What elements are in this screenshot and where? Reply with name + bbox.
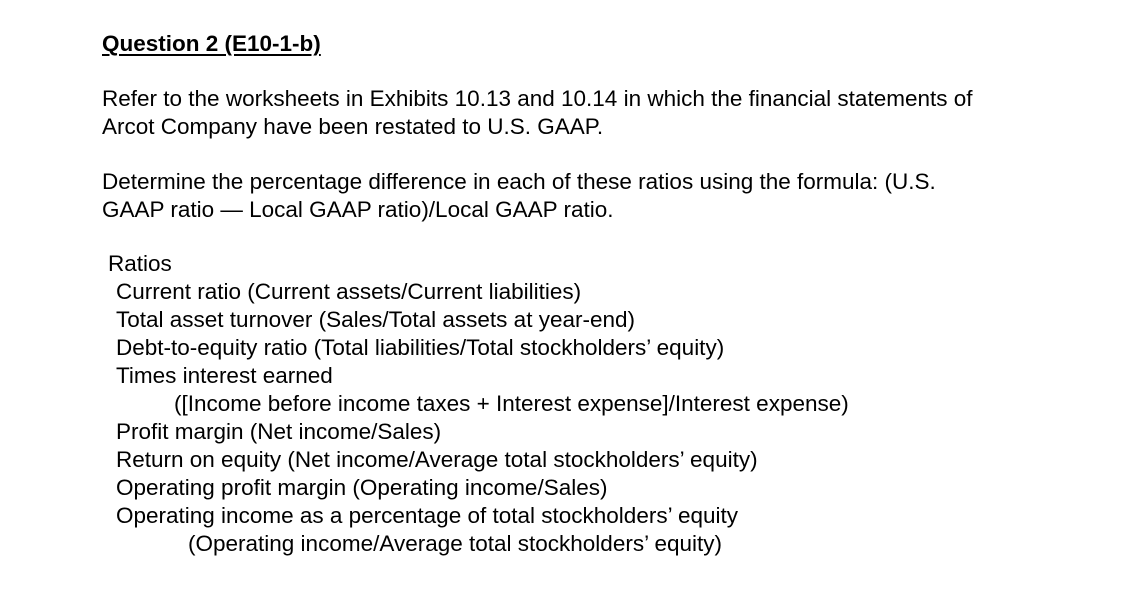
- ratio-times-interest-earned-formula: ([Income before income taxes + Interest expense]/Interest expense): [174, 391, 849, 416]
- ratio-times-interest-earned: Times interest earned: [116, 363, 333, 388]
- ratio-current-ratio: Current ratio (Current assets/Current liabilities): [116, 279, 582, 304]
- instruction-line-2: GAAP ratio — Local GAAP ratio)/Local GAAP ratio.: [102, 197, 614, 222]
- ratio-operating-income-pct-equity: Operating income as a percentage of total stockholders’ equity: [116, 503, 739, 528]
- ratio-operating-profit-margin: Operating profit margin (Operating income/Sales): [116, 475, 608, 500]
- question-title: Question 2 (E10-1-b): [102, 31, 321, 56]
- intro-line-2: Arcot Company have been restated to U.S. GAAP.: [102, 114, 604, 139]
- ratio-operating-income-pct-equity-formula: (Operating income/Average total stockholders’ equity): [188, 531, 723, 556]
- ratios-heading: Ratios: [108, 251, 172, 276]
- ratio-total-asset-turnover: Total asset turnover (Sales/Total assets at year-end): [116, 307, 635, 332]
- ratio-return-on-equity: Return on equity (Net income/Average total stockholders’ equity): [116, 447, 758, 472]
- intro-line-1: Refer to the worksheets in Exhibits 10.13 and 10.14 in which the financial statements of: [102, 86, 973, 111]
- ratio-debt-to-equity: Debt-to-equity ratio (Total liabilities/Total stockholders’ equity): [116, 335, 725, 360]
- ratio-profit-margin: Profit margin (Net income/Sales): [116, 419, 442, 444]
- instruction-line-1: Determine the percentage difference in each of these ratios using the formula: (U.S.: [102, 169, 936, 194]
